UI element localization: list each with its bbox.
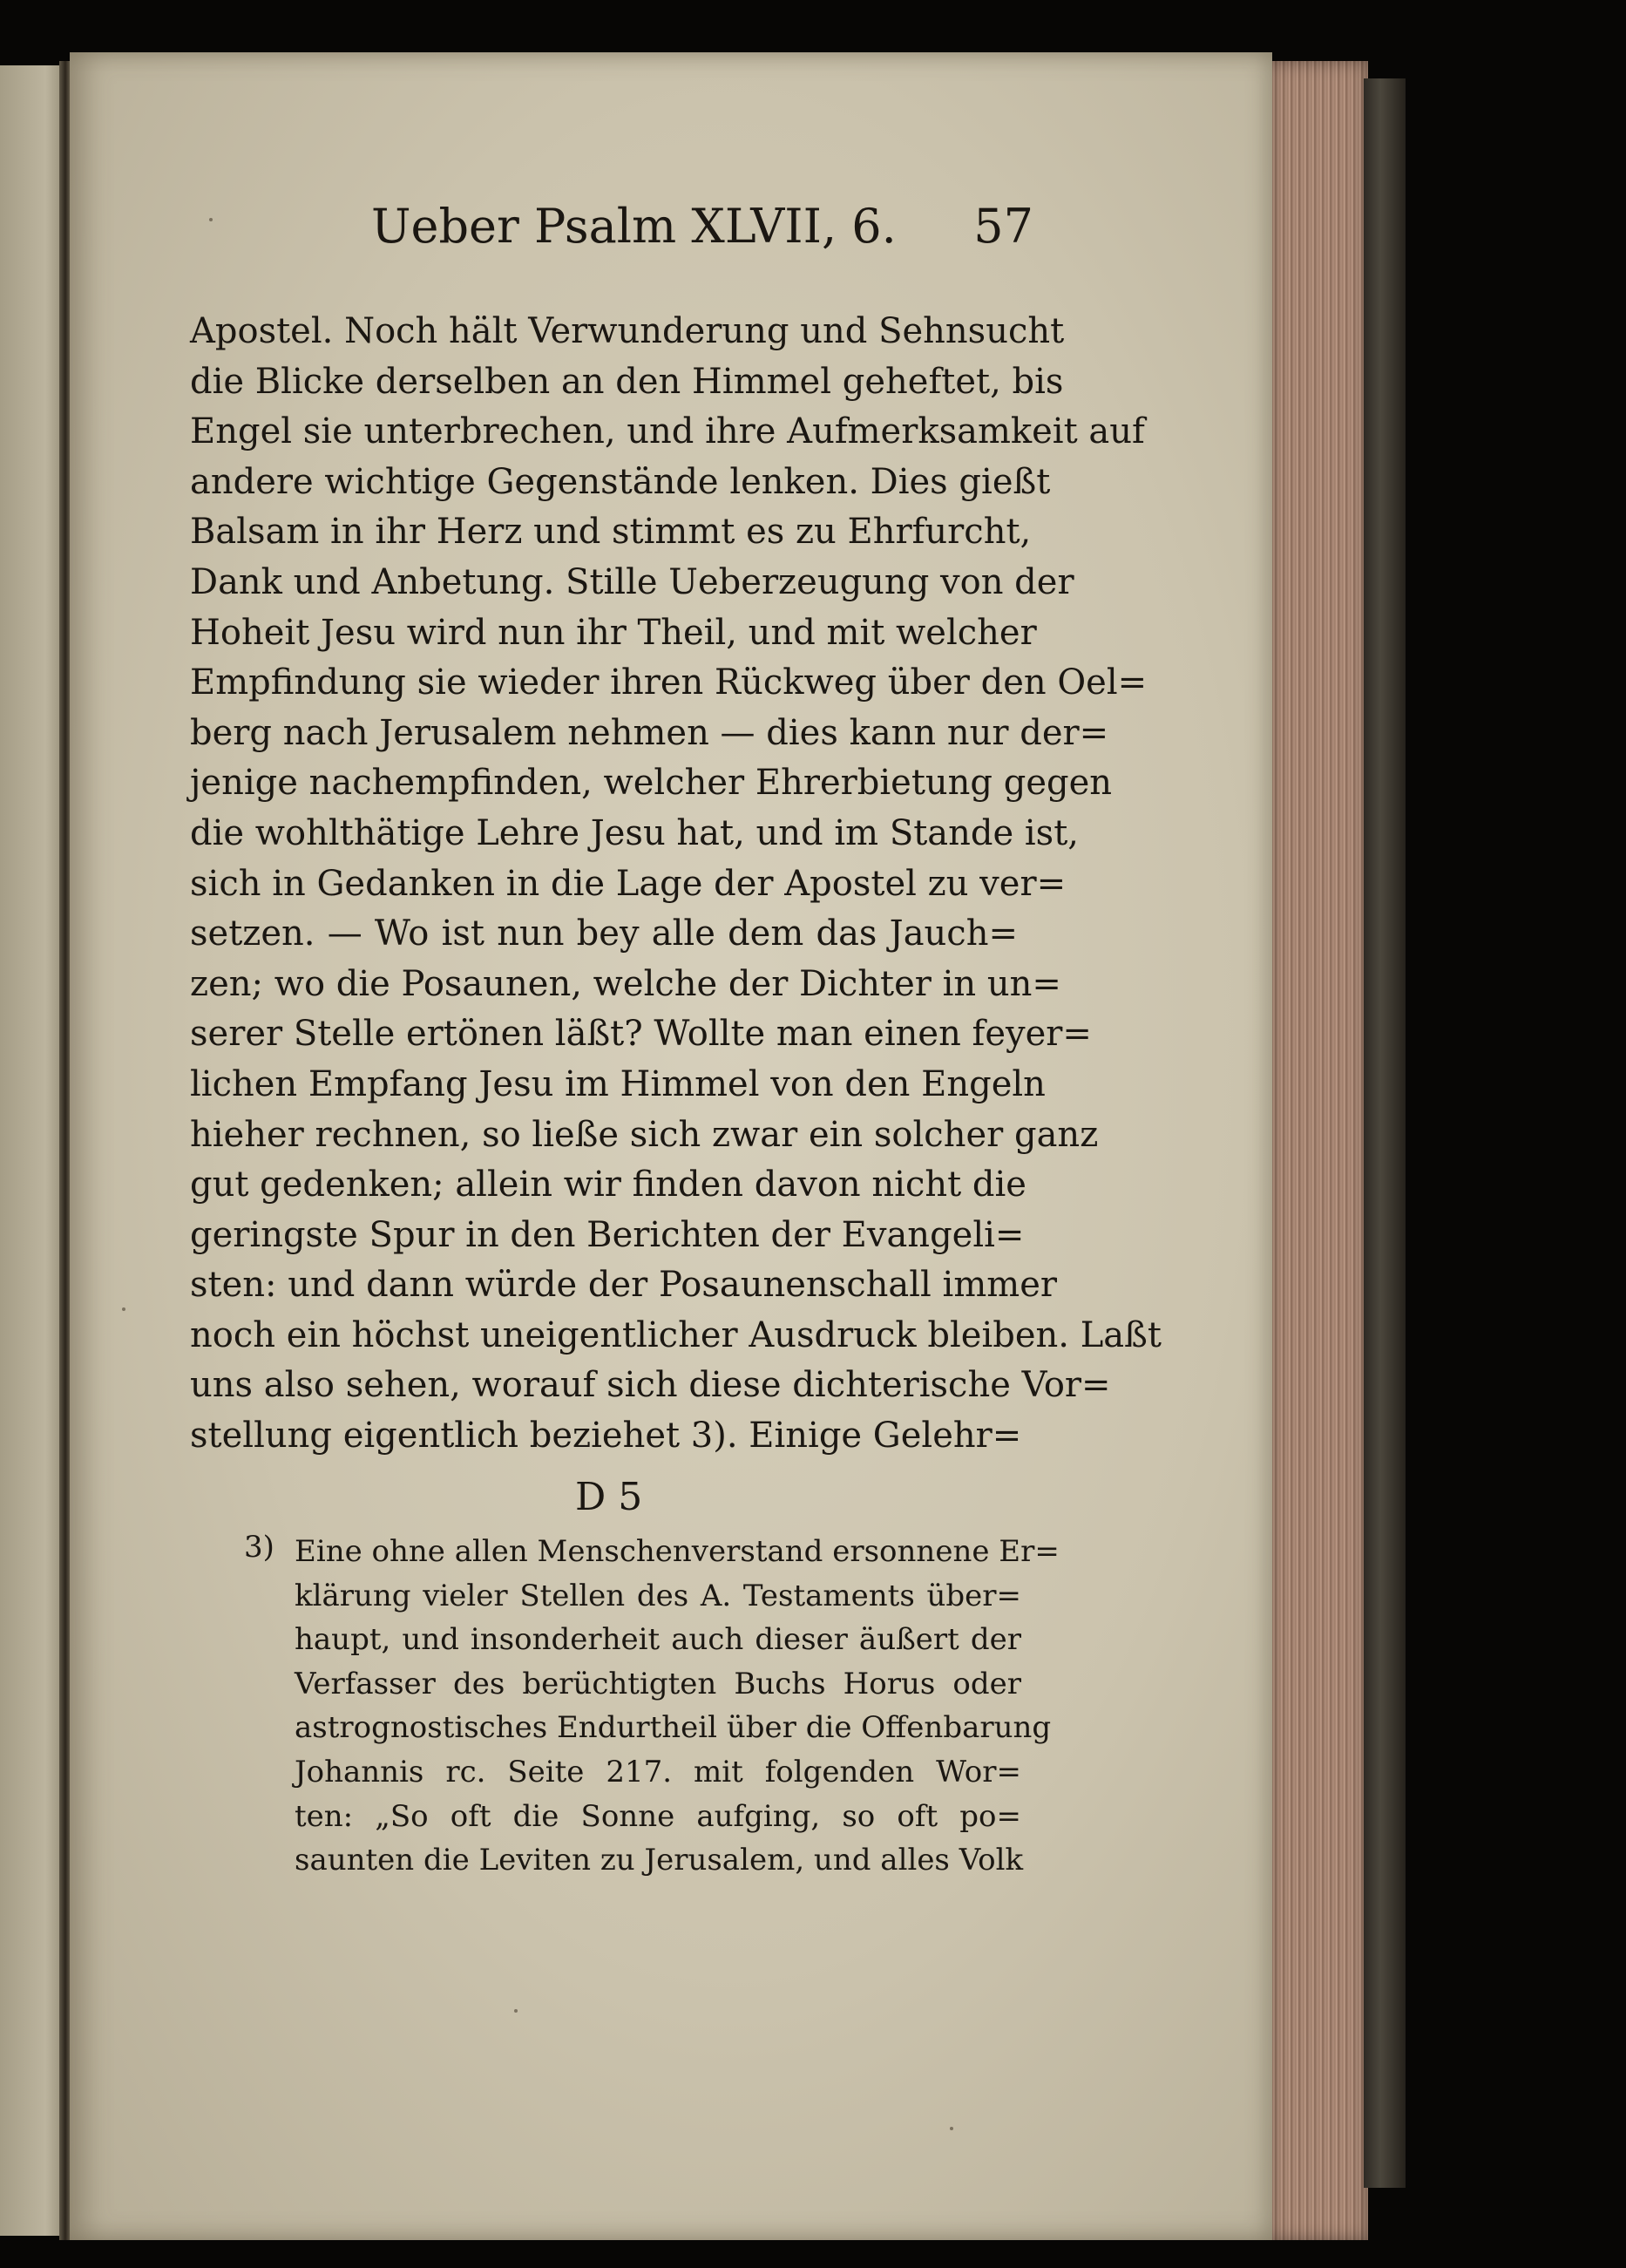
text-line: die wohlthätige Lehre Jesu hat, und im Stande ist, [190, 812, 1079, 853]
page-stack-edge [1268, 61, 1368, 2240]
text-line: geringste Spur in den Berichten der Evangeli= [190, 1214, 1025, 1255]
text-line: stellung eigentlich beziehet 3). Einige Gelehr= [190, 1416, 1022, 1457]
text-line: die Blicke derselben an den Himmel geheftet, bis [190, 361, 1064, 402]
page-number: 57 [973, 199, 1033, 254]
footnote-line: ten: „So oft die Sonne aufging, so oft po= [295, 1798, 1021, 1834]
text-line: zen; wo die Posaunen, welche der Dichter in un= [190, 963, 1061, 1004]
book-cover-edge [1364, 78, 1406, 2188]
footnote-marker: 3) [244, 1530, 274, 1565]
footnote-line: haupt, und insonderheit auch dieser äußert der [295, 1622, 1021, 1658]
text-line: serer Stelle ertönen läßt? Wollte man einen feyer= [190, 1014, 1092, 1055]
footnote-line: saunten die Leviten zu Jerusalem, und alles Volk [295, 1843, 1024, 1878]
header-title: Ueber Psalm XLVII, 6. [371, 199, 897, 254]
text-line: Empfindung sie wieder ihren Rückweg über den Oel= [190, 662, 1148, 703]
footnote-line: astrognostisches Endurtheil über die Offenbarung [295, 1710, 1052, 1746]
text-line: sten: und dann würde der Posaunenschall immer [190, 1265, 1057, 1306]
footnote-line: klärung vieler Stellen des A. Testaments über= [295, 1578, 1021, 1613]
text-line: sich in Gedanken in die Lage der Apostel zu ver= [190, 863, 1067, 904]
text-line: jenige nachempfinden, welcher Ehrerbietung gegen [190, 763, 1113, 804]
text-line: Hoheit Jesu wird nun ihr Theil, und mit welcher [190, 612, 1037, 653]
text-line: berg nach Jerusalem nehmen — dies kann nur der= [190, 712, 1109, 753]
signature-mark: D 5 [575, 1475, 643, 1519]
text-line: hieher rechnen, so ließe sich zwar ein solcher ganz [190, 1114, 1099, 1155]
text-line: uns also sehen, worauf sich diese dichterische Vor= [190, 1365, 1111, 1406]
text-line: lichen Empfang Jesu im Himmel von den Engeln [190, 1063, 1046, 1104]
footnote-line: Johannis rc. Seite 217. mit folgenden Wor= [295, 1754, 1021, 1789]
footnote-line: Eine ohne allen Menschenverstand ersonnene Er= [295, 1534, 1060, 1569]
text-line: Apostel. Noch hält Verwunderung und Sehnsucht [190, 311, 1065, 351]
text-line: noch ein höchst uneigentlicher Ausdruck bleiben. Laßt [190, 1314, 1162, 1355]
text-line: Balsam in ihr Herz und stimmt es zu Ehrfurcht, [190, 512, 1032, 553]
footnote-line: Verfasser des berüchtigten Buchs Horus oder [295, 1666, 1021, 1701]
text-line: Dank und Anbetung. Stille Ueberzeugung von der [190, 561, 1074, 602]
facing-page-edge [0, 65, 65, 2236]
text-line: Engel sie unterbrechen, und ihre Aufmerksamkeit auf [190, 411, 1145, 452]
text-line: andere wichtige Gegenstände lenken. Dies gießt [190, 461, 1051, 502]
text-line: gut gedenken; allein wir finden davon nicht die [190, 1165, 1026, 1205]
body-text [190, 307, 1162, 1462]
text-line: setzen. — Wo ist nun bey alle dem das Jauch= [190, 913, 1018, 954]
footnote [244, 1530, 1060, 1883]
